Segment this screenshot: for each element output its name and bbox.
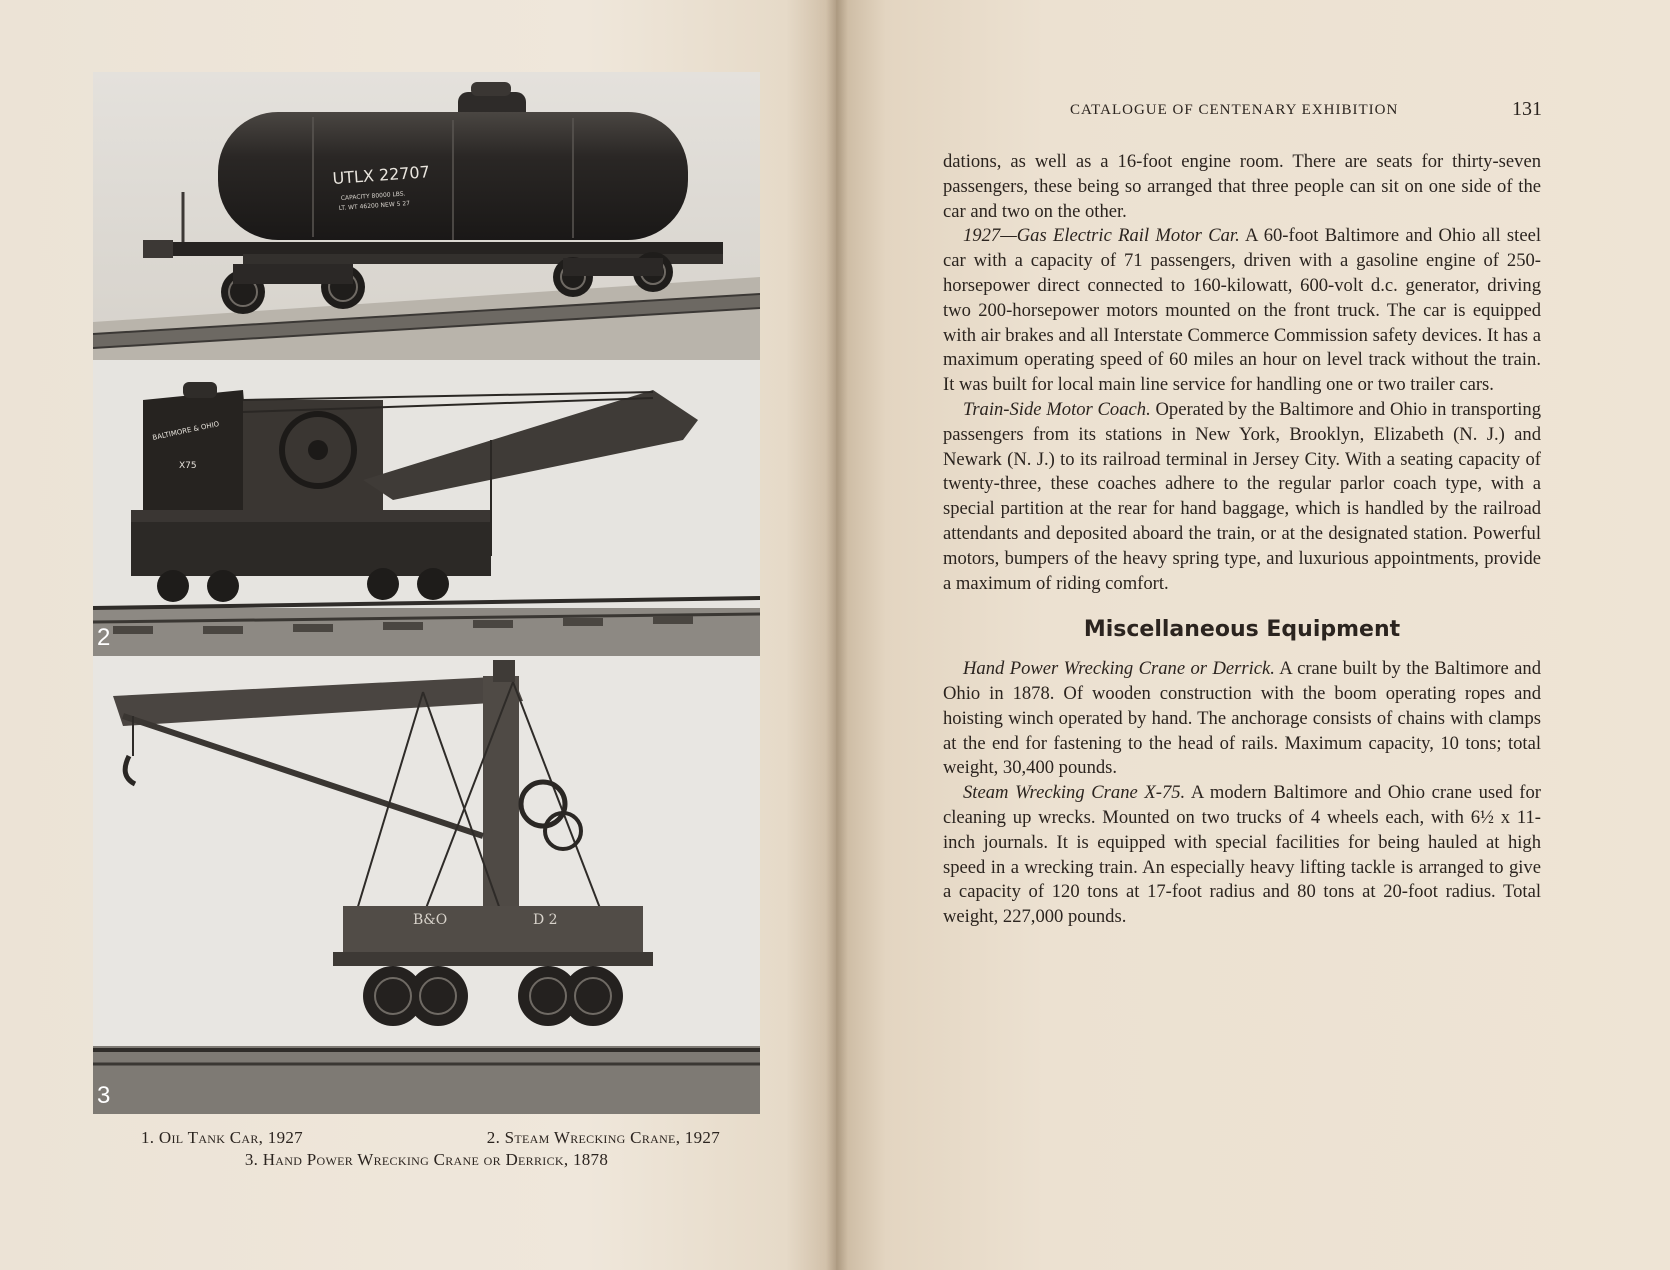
- body-text: [943, 150, 1541, 930]
- caption-item-3: 3. Hand Power Wrecking Crane or Derrick, 1878: [244, 1150, 609, 1169]
- tank-reporting-mark: UTLX 22707: [331, 162, 431, 188]
- section-heading: Miscellaneous Equipment: [1083, 617, 1401, 643]
- entry-title: Steam Wrecking Crane X-75.: [963, 782, 1186, 804]
- book-gutter: [826, 0, 848, 1270]
- paragraph-hand-power-crane: [943, 657, 1541, 781]
- paragraph-gas-electric-car: [943, 224, 1541, 398]
- oil-tank-car-photo: [93, 72, 760, 360]
- caption-item-2: 2. Steam Wrecking Crane, 1927: [486, 1128, 720, 1147]
- crane-owner-lettering: BALTIMORE & OHIO: [151, 419, 220, 442]
- entry-body: A crane built by the Baltimore and Ohio in 1878. Of wooden construction with the boom operating ropes and hoisting winch operated by hand. The anchorage consists of chains with clamps at the end for fastening to the head of rails. Maximum capacity, 10 tons; total weight, 30,400 pounds.: [943, 658, 1541, 779]
- entry-body: Operated by the Baltimore and Ohio in transporting passengers from its stations in New York, Brooklyn, Elizabeth (N. J.) and Newark (N. J.) to its railroad terminal in Jersey City. With a seating capacity of twenty-three, these coaches adhere to the regular parlor coach type, with a special partition at the rear for hand baggage, which is handled by the railroad attendants and deposited aboard the train, or at the designated station. Powerful motors, bumpers of the heavy spring type, and luxurious appointments, provide a maximum of riding comfort.: [943, 398, 1542, 594]
- entry-body: A 60-foot Baltimore and Ohio all steel car with a capacity of 71 passengers, driven with a gasoline engine of 250-horsepower direct connected to 160-kilowatt, 600-volt d.c. generator, driving two 200-horsepower motors mounted on the front truck. The car is equipped with air brakes and all Interstate Commerce Commission safety devices. It has a maximum operating speed of 60 miles an hour on level track without the train. It was built for local main line service for handling one or two trailer cars.: [943, 225, 1541, 396]
- plate-number: 3: [97, 1082, 111, 1109]
- derrick-id-lettering: D 2: [533, 912, 558, 928]
- plate-number: 2: [97, 624, 111, 651]
- paragraph-continuation: dations, as well as a 16-foot engine room. There are seats for thirty-seven passengers, these being so arranged that three people can sit on one side of the car and two on the other.: [943, 151, 1541, 222]
- figure-caption: [93, 1128, 760, 1170]
- entry-body: A modern Baltimore and Ohio crane used for cleaning up wrecks. Mounted on two trucks of 4 wheels each, with 6½ x 11-inch journals. It is equipped with special facilities for being hauled at high speed in a wrecking train. An especially heavy lifting tackle is arranged to give a capacity of 120 tons at 17-foot radius and 80 tons at 20-foot radius. Total weight, 227,000 pounds.: [943, 782, 1541, 928]
- hand-power-crane-photo: [93, 656, 760, 1114]
- running-head: CATALOGUE OF CENTENARY EXHIBITION: [1070, 102, 1399, 118]
- plate-oil-tank-car: [93, 72, 760, 360]
- entry-title: Hand Power Wrecking Crane or Derrick.: [963, 658, 1275, 680]
- crane-id-lettering: X75: [179, 461, 197, 471]
- page-number: 131: [1512, 98, 1542, 120]
- plate-steam-wrecking-crane: [93, 360, 760, 656]
- entry-title: 1927—Gas Electric Rail Motor Car.: [963, 225, 1240, 247]
- derrick-owner-lettering: B&O: [413, 912, 448, 928]
- entry-title: Train-Side Motor Coach.: [963, 398, 1151, 420]
- tank-capacity-label: CAPACITY 80000 LBS.: [340, 190, 406, 202]
- steam-wrecking-crane-photo: [93, 360, 760, 656]
- paragraph-train-side-coach: [943, 398, 1541, 596]
- caption-item-1: 1. Oil Tank Car, 1927: [141, 1128, 303, 1147]
- plate-hand-power-wrecking-crane: [93, 656, 760, 1114]
- paragraph-steam-crane: [943, 781, 1541, 930]
- tank-weight-label: LT. WT 46200 NEW 5 27: [338, 200, 411, 212]
